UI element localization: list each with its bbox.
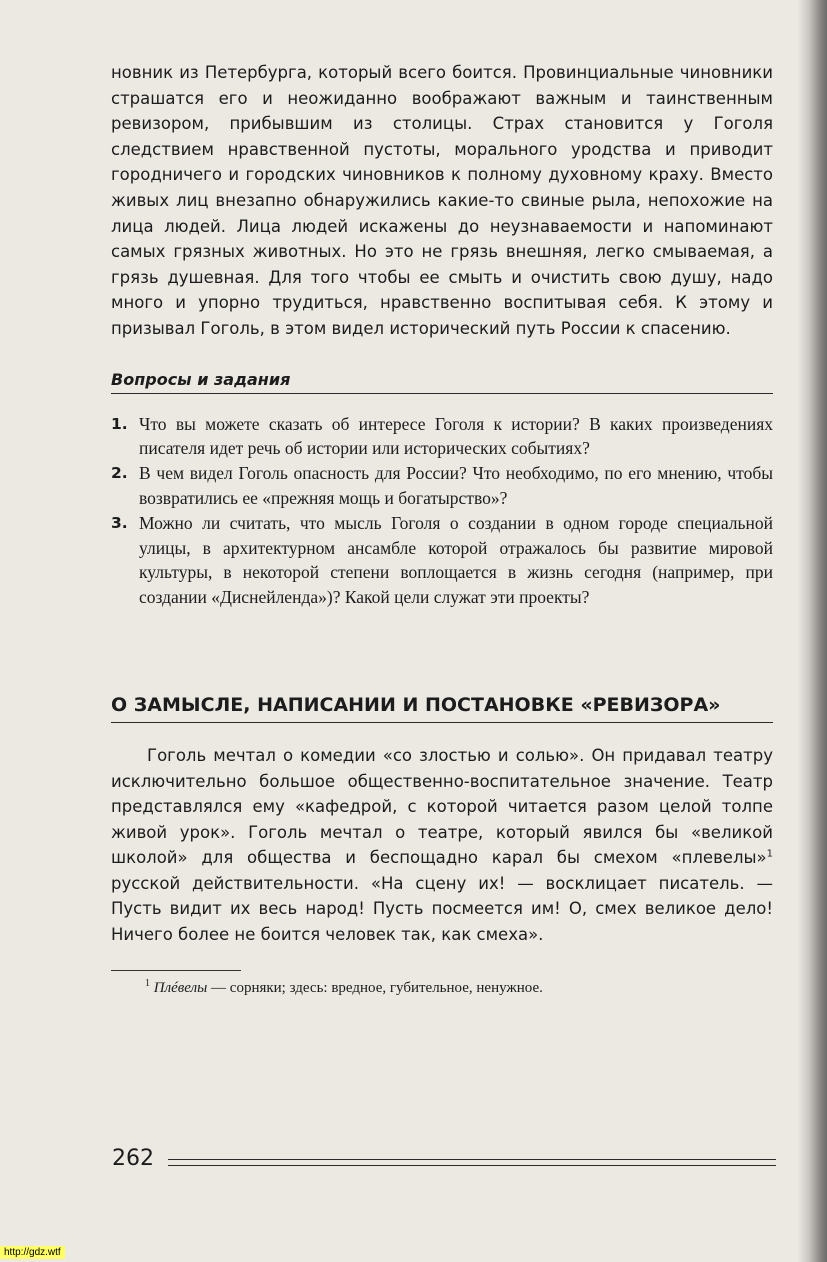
question-item [111, 412, 773, 462]
question-item [111, 461, 773, 511]
question-number: 2. [111, 464, 128, 483]
footnote-reference: 1 [766, 848, 773, 860]
footnote-mark: 1 [145, 977, 150, 989]
question-text: Можно ли считать, что мысль Гоголя о создании в одном городе специальной улицы, в архитектурном ансамбле которой отражалось бы развитие мировой культуры, в некоторой степени воплощается в жизнь сегодня (например, при создании «Диснейленда»)? Какой цели служат эти проекты? [139, 512, 773, 608]
question-text: Что вы можете сказать об интересе Гоголя к истории? В каких произведениях писателя идет речь об истории или исторических событиях? [139, 413, 773, 459]
footnote-definition: — сорняки; здесь: вредное, губительное, ненужное. [207, 979, 543, 996]
page-number-rule [168, 1159, 776, 1166]
question-number: 3. [111, 513, 128, 532]
question-item [111, 511, 773, 610]
question-text: В чем видел Гоголь опасность для России? Что необходимо, по его мнению, чтобы возвратились ее «прежняя мощь и богатырство»? [139, 463, 773, 508]
footnote-term: Плéвелы [153, 979, 208, 996]
page-number: 262 [112, 1146, 154, 1171]
section-paragraph-text-continued: русской действительности. «На сцену их! — восклицает писатель. — Пусть видит их весь народ! Пусть посмеется им! О, смех великое дело! Ничего более не боится человек так, как смеха». [111, 873, 773, 945]
question-number: 1. [111, 414, 128, 433]
watermark-link[interactable]: http://gdz.wtf [0, 1246, 65, 1259]
questions-list [111, 412, 773, 610]
footnote-divider [111, 970, 241, 971]
section-paragraph-text: Гоголь мечтал о комедии «со злостью и солью». Он придавал театру исключительно большое общественно-воспитательное значение. Театр представлялся ему «кафедрой, с которой читается разом целой толпе живой урок». Гоголь мечтал о театре, который явился бы «великой школой» для общества и беспощадно карал бы смехом «плевелы» [111, 745, 773, 868]
page-edge-shadow [797, 0, 827, 1262]
footnote [145, 977, 773, 999]
section-title: О ЗАМЫСЛЕ, НАПИСАНИИ И ПОСТАНОВКЕ «РЕВИЗОРА» [111, 694, 773, 723]
page-content [111, 60, 773, 999]
section-paragraph [111, 743, 773, 948]
intro-paragraph: новник из Петербурга, который всего боится. Провинциальные чиновники страшатся его и неожиданно воображают важным и таинственным ревизором, прибывшим из столицы. Страх становится у Гоголя следствием нравственной пустоты, морального уродства и приводит городничего и городских чиновников к полному духовному краху. Вместо живых лиц внезапно обнаружились какие-то свиные рыла, непохожие на лица людей. Лица людей искажены до неузнаваемости и напоминают самых грязных животных. Но это не грязь внешняя, легко смываемая, а грязь душевная. Для того чтобы ее смыть и очистить свою душу, надо много и упорно трудиться, нравственно воспитывая себя. К этому и призывал Гоголь, в этом видел исторический путь России к спасению. [111, 63, 773, 338]
questions-heading: Вопросы и задания [111, 370, 773, 394]
